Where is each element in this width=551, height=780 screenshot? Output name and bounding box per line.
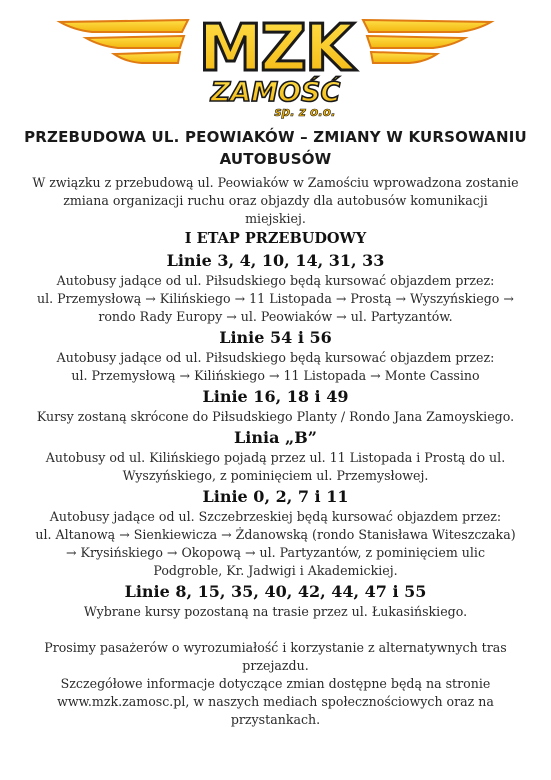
stage-heading: I ETAP PRZEBUDOWY	[184, 230, 367, 247]
logo-city: ZAMOŚĆ	[210, 77, 341, 108]
footer-line: www.mzk.zamosc.pl, w naszych mediach społecznościowych oraz na	[57, 694, 494, 709]
intro-line: miejskiej.	[245, 211, 306, 226]
section-line: rondo Rady Europy → ul. Peowiaków → ul. Partyzantów.	[98, 309, 453, 324]
left-wing-icon	[60, 20, 188, 63]
section-heading: Linie 8, 15, 35, 40, 42, 44, 47 i 55	[124, 582, 427, 601]
section-heading: Linie 16, 18 i 49	[202, 387, 349, 406]
section-line: Wyszyńskiego, z pominięciem ul. Przemysłowej.	[122, 468, 429, 483]
section-line: ul. Przemysłową → Kilińskiego → 11 Listopada → Prostą → Wyszyńskiego →	[37, 291, 514, 306]
logo-suffix: sp. z o.o.	[274, 105, 336, 119]
section-line: Kursy zostaną skrócone do Piłsudskiego Planty / Rondo Jana Zamoyskiego.	[36, 409, 515, 424]
section-line: Autobusy od ul. Kilińskiego pojadą przez ul. 11 Listopada i Prostą do ul.	[45, 450, 506, 465]
logo-brand: MZK	[198, 12, 353, 86]
section-line: Podgroble, Kr. Jadwigi i Akademickiej.	[153, 563, 398, 578]
intro-line: zmiana organizacji ruchu oraz objazdy dla autobusów komunikacji	[63, 193, 488, 208]
notice-title	[10, 126, 541, 170]
notice-content	[6, 174, 545, 729]
section-line: Wybrane kursy pozostaną na trasie przez ul. Łukasińskiego.	[83, 604, 468, 619]
section-heading: Linie 54 i 56	[219, 328, 332, 347]
footer-line: Szczegółowe informacje dotyczące zmian dostępne będą na stronie	[60, 676, 491, 691]
section-line: → Krysińskiego → Okopową → ul. Partyzantów, z pominięciem ulic	[66, 545, 485, 560]
spacer	[6, 621, 545, 639]
mzk-logo	[0, 6, 551, 120]
section-line: Autobusy jadące od ul. Piłsudskiego będą kursować objazdem przez:	[56, 273, 495, 288]
section-heading: Linie 3, 4, 10, 14, 31, 33	[166, 251, 385, 270]
footer-line: przystankach.	[230, 712, 321, 727]
section-line: Autobusy jadące od ul. Piłsudskiego będą kursować objazdem przez:	[56, 350, 495, 365]
section-heading: Linia „B”	[234, 428, 317, 447]
intro-line: W związku z przebudową ul. Peowiaków w Zamościu wprowadzona zostanie	[32, 175, 519, 190]
footer-line: przejazdu.	[242, 658, 309, 673]
title-line: PRZEBUDOWA UL. PEOWIAKÓW – ZMIANY W KURSOWANIU	[24, 128, 527, 146]
footer-line: Prosimy pasażerów o wyrozumiałość i korzystanie z alternatywnych tras	[44, 640, 507, 655]
section-heading: Linie 0, 2, 7 i 11	[202, 487, 349, 506]
title-line: AUTOBUSÓW	[219, 150, 332, 168]
section-line: Autobusy jadące od ul. Szczebrzeskiej będą kursować objazdem przez:	[49, 509, 502, 524]
section-line: ul. Altanową → Sienkiewicza → Żdanowską (rondo Stanisława Witeszczaka)	[35, 527, 516, 542]
right-wing-icon	[363, 20, 491, 63]
section-line: ul. Przemysłową → Kilińskiego → 11 Listopada → Monte Cassino	[71, 368, 480, 383]
